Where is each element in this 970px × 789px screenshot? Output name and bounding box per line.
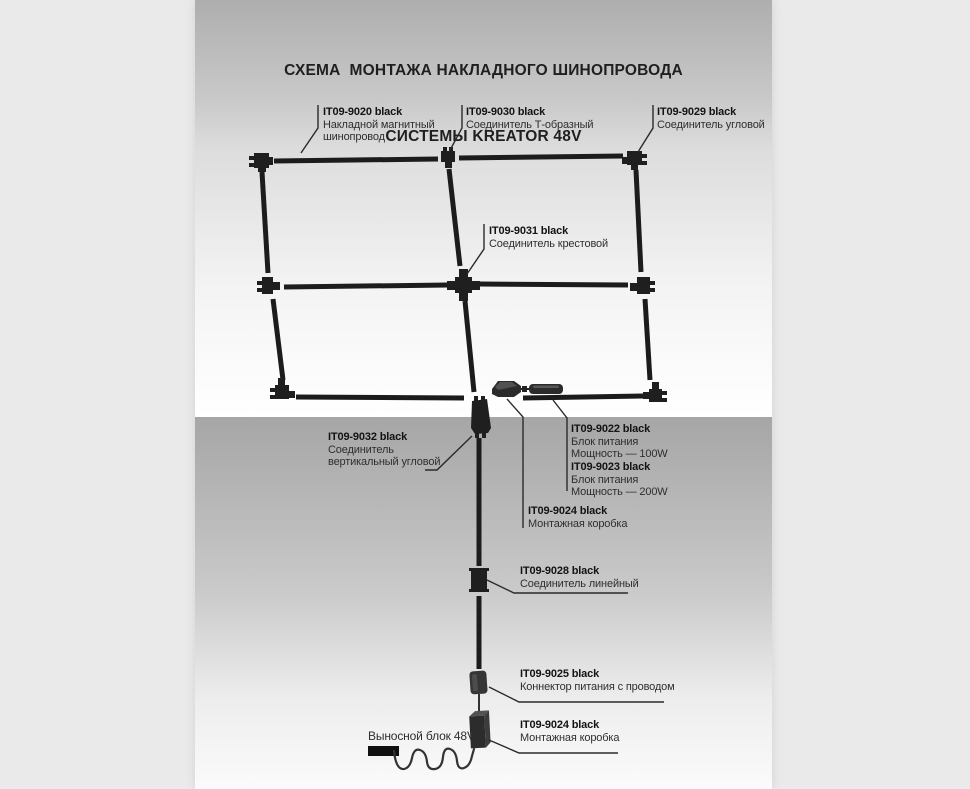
title-line-2: СИСТЕМЫ KREATOR 48V	[385, 128, 582, 145]
part-code: IT09-9023 black	[571, 461, 651, 473]
mounting-box-ceiling	[492, 381, 521, 397]
label-power-supply-9023	[571, 461, 668, 499]
part-name: Соединитель	[328, 443, 394, 456]
part-name: Монтажная коробка	[528, 517, 628, 530]
label-linear-connector-9028	[520, 565, 639, 590]
corner-connector-bottom-right	[643, 382, 667, 402]
label-external-block-48v	[368, 730, 475, 743]
corner-connector-top-left	[249, 153, 273, 172]
vertical-corner-connector	[471, 396, 491, 438]
part-code: IT09-9024 black	[520, 719, 600, 731]
part-power: Мощность — 100W	[571, 448, 668, 460]
tee-connector-top	[441, 147, 455, 168]
label-track-9020	[323, 106, 435, 144]
part-code: IT09-9030 black	[466, 106, 546, 118]
power-connector	[469, 670, 488, 694]
part-name: Соединитель Т-образный	[466, 118, 594, 131]
part-code: IT09-9031 black	[489, 225, 569, 237]
part-name: Коннектор питания с проводом	[520, 680, 675, 693]
part-name: вертикальный угловой	[328, 456, 441, 468]
linear-connector	[469, 568, 489, 592]
part-code: IT09-9020 black	[323, 106, 403, 118]
part-name: Соединитель угловой	[657, 118, 765, 131]
part-code: IT09-9032 black	[328, 431, 408, 443]
part-name: шинопровод	[323, 131, 385, 143]
power-supply-unit	[521, 384, 563, 394]
part-power: Мощность — 200W	[571, 486, 668, 498]
part-name: Выносной блок 48V	[368, 729, 475, 743]
part-name: Соединитель крестовой	[489, 237, 609, 250]
part-name: Монтажная коробка	[520, 731, 620, 744]
title-line-1: СХЕМА МОНТАЖА НАКЛАДНОГО ШИНОПРОВОДА	[284, 62, 683, 79]
part-code: IT09-9025 black	[520, 668, 600, 680]
part-code: IT09-9024 black	[528, 505, 608, 517]
label-cross-connector-9031	[489, 225, 608, 250]
part-name: Блок питания	[571, 435, 639, 448]
cross-connector	[447, 269, 480, 301]
part-name: Блок питания	[571, 473, 639, 486]
part-name: Накладной магнитный	[323, 118, 435, 131]
corner-connector-bottom-left	[270, 378, 295, 399]
label-mounting-box-9024-wall	[520, 719, 619, 744]
power-cord-wave	[394, 749, 474, 769]
label-corner-connector-9029	[657, 106, 765, 131]
tee-connector-middle-right	[630, 277, 655, 294]
label-tee-connector-9030	[466, 106, 593, 131]
part-code: IT09-9028 black	[520, 565, 600, 577]
label-mounting-box-9024-ceiling	[528, 505, 627, 530]
tee-connector-middle-left	[257, 277, 280, 294]
part-code: IT09-9029 black	[657, 106, 737, 118]
label-power-supply-9022	[571, 423, 668, 461]
part-code: IT09-9022 black	[571, 423, 651, 435]
label-power-connector-9025	[520, 668, 675, 693]
label-vertical-corner-9032	[328, 431, 440, 469]
corner-connector-top-right	[622, 151, 647, 170]
part-name: Соединитель линейный	[520, 577, 639, 590]
